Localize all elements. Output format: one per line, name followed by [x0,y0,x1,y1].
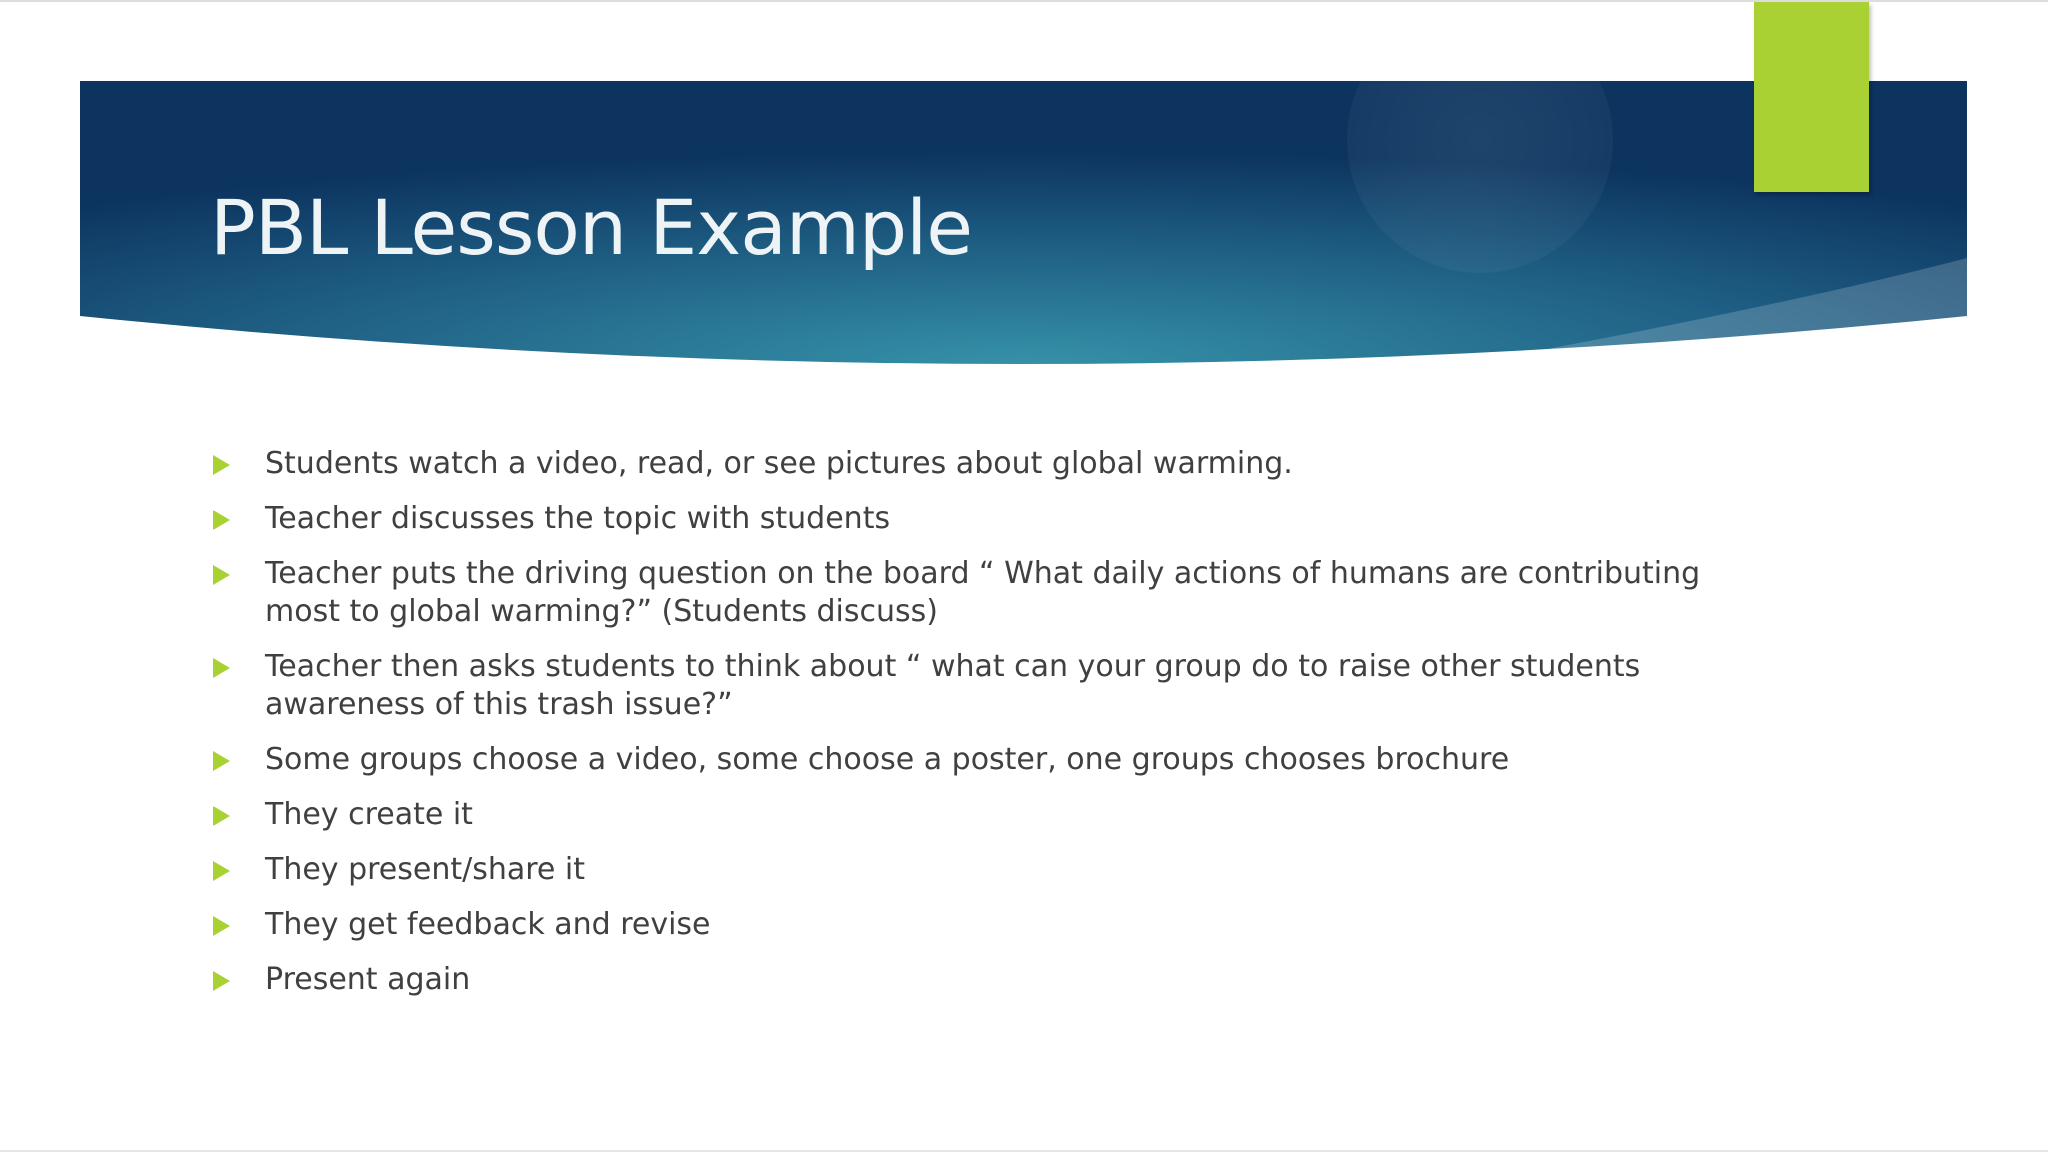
list-item [210,648,1770,724]
bullet-text: Students watch a video, read, or see pictures about global warming. [265,446,1293,481]
triangle-right-icon [213,806,230,826]
list-item [210,741,1770,779]
triangle-right-icon [213,565,230,585]
triangle-right-icon [213,455,230,475]
bullet-text: Present again [265,962,471,997]
triangle-right-icon [213,861,230,881]
accent-tab [1754,2,1869,192]
slide-title: PBL Lesson Example [210,183,972,272]
triangle-right-icon [213,510,230,530]
list-item [210,961,1770,999]
triangle-right-icon [213,751,230,771]
bullet-text: Teacher discusses the topic with students [265,501,891,536]
bullet-text: Teacher then asks students to think about “ what can your group do to raise other students awareness of this trash issue?” [265,649,1641,722]
bullet-text: They get feedback and revise [265,907,711,942]
list-item [210,796,1770,834]
list-item [210,851,1770,889]
bullet-text: They present/share it [265,852,586,887]
triangle-right-icon [213,971,230,991]
triangle-right-icon [213,916,230,936]
bullet-text: Some groups choose a video, some choose a poster, one groups chooses brochure [265,742,1510,777]
bullet-text: Teacher puts the driving question on the board “ What daily actions of humans are contributing most to global warming?” (Students discuss) [265,556,1701,629]
triangle-right-icon [213,658,230,678]
list-item [210,555,1770,631]
list-item [210,906,1770,944]
bullet-text: They create it [265,797,473,832]
list-item [210,500,1770,538]
bullet-list [210,445,1770,1016]
list-item [210,445,1770,483]
